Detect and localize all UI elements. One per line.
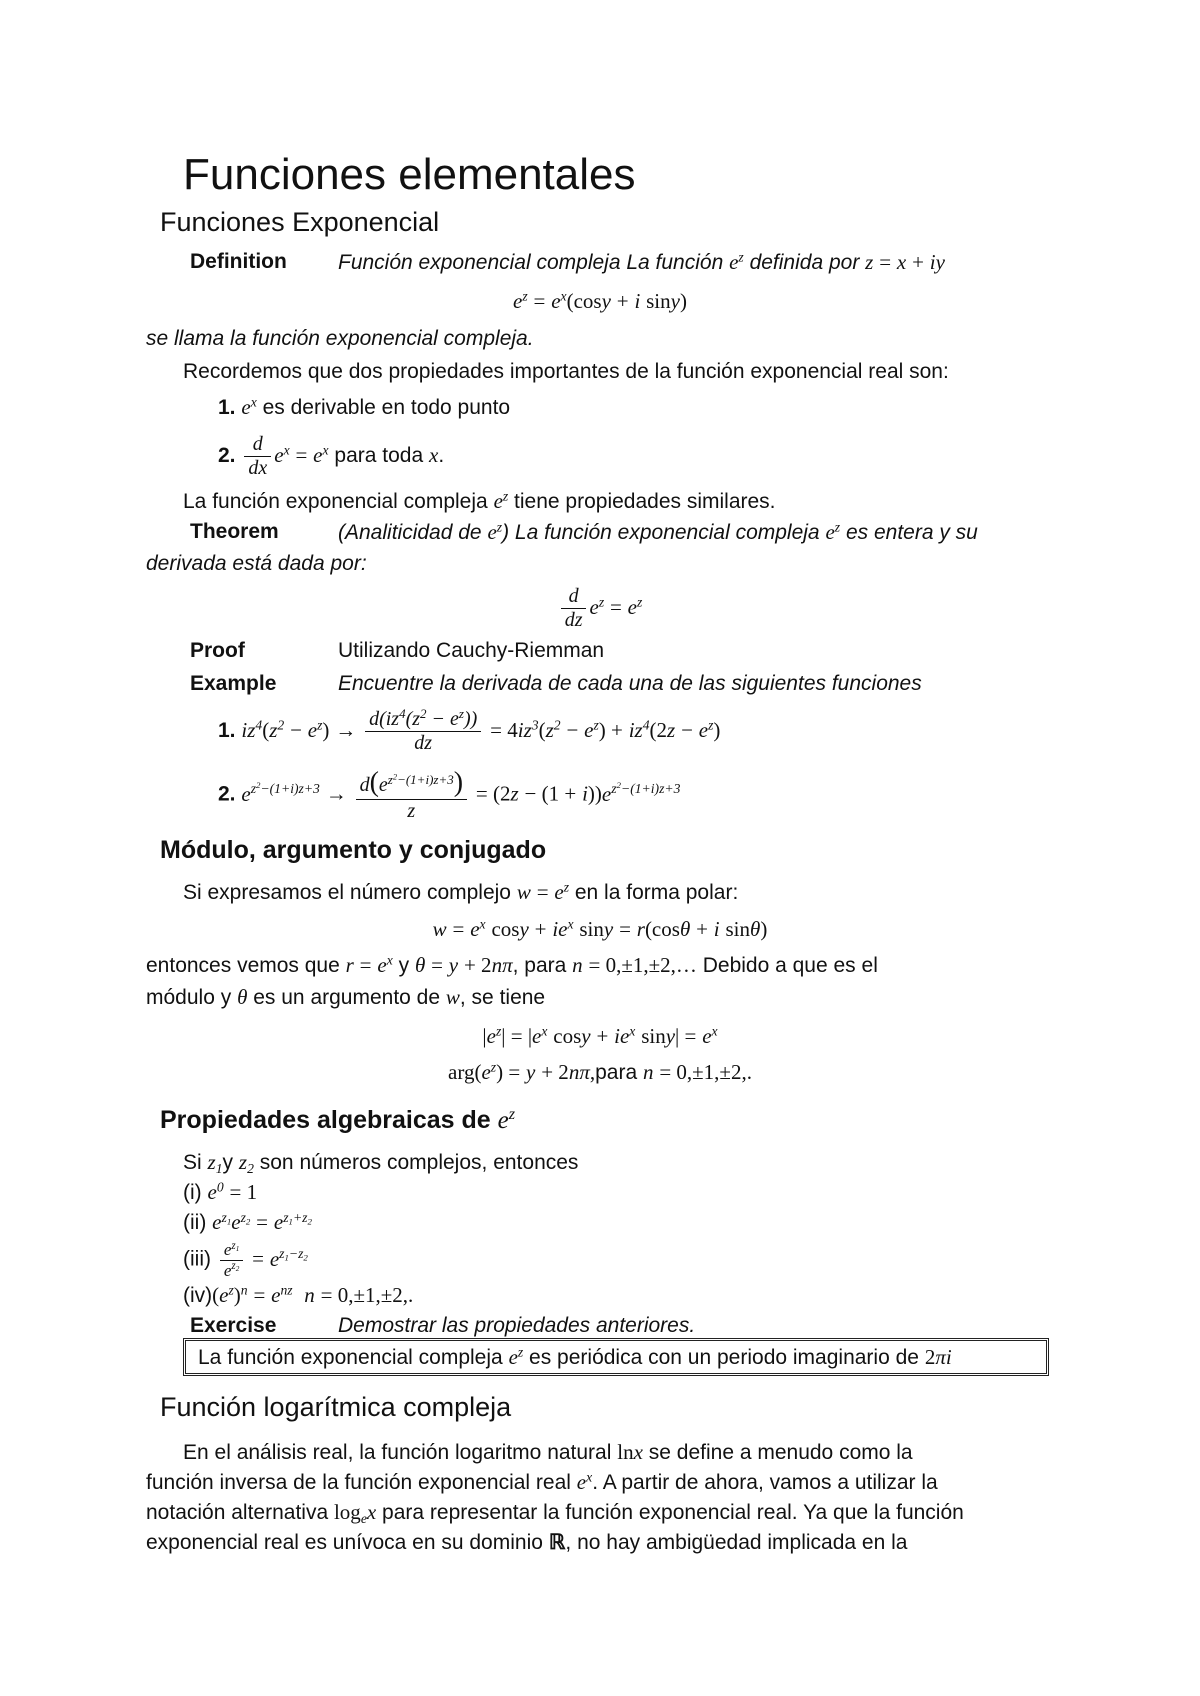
log-p4-b: , no hay ambigüedad implicada en la <box>565 1531 908 1554</box>
log-p1-b: se define a menudo como la <box>648 1441 913 1464</box>
modulo-line2-a: módulo y <box>146 986 232 1009</box>
exercise-label: Exercise <box>190 1314 277 1337</box>
similar-text: La función exponencial compleja $e^z$ tiene propiedades similares. <box>183 488 776 513</box>
theorem-label-wrap <box>190 520 279 544</box>
property-iv-label: (iv) <box>183 1284 213 1307</box>
log-paragraph-line1: En el análisis real, la función logaritmo natural lnx se define a menudo como la <box>183 1440 913 1464</box>
page-title: Funciones elementales <box>183 150 636 199</box>
log-paragraph-line3: notación alternativa $\log_ex$ para representar la función exponencial real. Ya que la función <box>146 1500 964 1527</box>
list-item-2-text: para toda <box>334 444 424 468</box>
log-p3-a: notación alternativa <box>146 1501 329 1524</box>
property-iii: (iii) $\frac{e^{z_1}}{e^{z_2}}$ = $e^{z_1-z_2}$ <box>183 1239 308 1280</box>
property-i: (i) $e^0 = 1$ <box>183 1179 258 1204</box>
section-heading-modulo: Módulo, argumento y conjugado <box>160 836 547 864</box>
log-p3-b: para representar la función exponencial real. Ya que la función <box>382 1501 964 1524</box>
definition-text: Función exponencial compleja La función $e^z$ definida por z = x + iy <box>338 249 945 274</box>
propiedades-intro-a: Si <box>183 1151 202 1174</box>
log-paragraph-line4: exponencial real es unívoca en su dominio ℝ, no hay ambigüedad implicada en la <box>146 1530 908 1554</box>
modulo-intro-a: Si expresamos el número complejo <box>183 881 511 904</box>
log-p2-a: función inversa de la función exponencial real <box>146 1471 571 1494</box>
property-i-label: (i) <box>183 1181 202 1204</box>
list-item-2: 2. $\frac{d}{dx}$ $e^x = e^x$ para toda x. <box>218 433 445 479</box>
proof-label: Proof <box>190 639 245 662</box>
list-item-1: 1. $e^x$ es derivable en todo punto <box>218 394 511 419</box>
theorem-text: (Analiticidad de $e^z$) La función exponencial compleja $e^z$ es entera y su <box>338 519 978 544</box>
example-label: Example <box>190 672 277 695</box>
modulo-line1-c: , para <box>512 954 567 977</box>
property-iii-label: (iii) <box>183 1247 211 1271</box>
proof-text: Utilizando Cauchy-Riemman <box>338 639 605 662</box>
similar-text-b: tiene propiedades similares. <box>514 490 776 513</box>
example-label-wrap <box>190 672 276 696</box>
example-item-1-number: 1. <box>218 719 236 743</box>
recall-text: Recordemos que dos propiedades importantes de la función exponencial real son: <box>183 360 949 383</box>
list-item-2-number: 2. <box>218 444 236 468</box>
argument-formula: $arg(e^z) = y$ + 2nπ,para n = 0,±1,±2,. <box>448 1059 752 1084</box>
theorem-text-c: es entera y su <box>845 521 978 544</box>
example-item-1: 1. $iz^4(z^2 - e^z)$ → $\frac{d(iz^4(z^2 - e^z))}{dz}$ = $4iz^3(z^2 - e^z) + iz^4(2z - e^z)$ <box>218 705 721 754</box>
modulo-line2-c: , se tiene <box>459 986 546 1009</box>
definition-text-b: definida por <box>749 251 860 274</box>
theorem-label: Theorem <box>190 520 279 543</box>
modulo-line2-b: es un argumento de <box>253 986 441 1009</box>
theorem-text-a: (Analiticidad de <box>338 521 482 544</box>
periodicity-box-b: es periódica con un periodo imaginario de <box>529 1346 919 1369</box>
example-item-2: 2. $e^{z^2-(1+i)z+3}$ → $\frac{d(e^{z^2-(1+i)z+3})}{z}$ = $(2z - (1 + i))e^{z^2-(1+i)z+3}$ <box>218 767 681 823</box>
definition-after: se llama la función exponencial compleja. <box>146 327 534 350</box>
log-paragraph-line2: función inversa de la función exponencial real $e^x$. A partir de ahora, vamos a utilizar la <box>146 1469 938 1494</box>
section-heading-logaritmica: Función logarítmica compleja <box>160 1392 512 1422</box>
proof-label-wrap <box>190 639 245 663</box>
modulo-line1: entonces vemos que $r = e^x$ y θ = y + 2nπ, para n = 0,±1,±2,… Debido a que es el <box>146 952 878 977</box>
theorem-text-b: ) La función exponencial compleja <box>502 521 820 544</box>
theorem-text-d: derivada está dada por: <box>146 552 367 575</box>
property-ii-label: (ii) <box>183 1211 207 1234</box>
property-ii: (ii) $e^{z_1}e^{z_2} = e^{z_1+z_2}$ <box>183 1209 312 1234</box>
propiedades-intro: Si $z_1y$ $z_2$ son números complejos, entonces <box>183 1150 579 1177</box>
log-p1-a: En el análisis real, la función logaritmo natural <box>183 1441 612 1464</box>
log-p2-b: . A partir de ahora, vamos a utilizar la <box>592 1471 938 1494</box>
polar-formula: $w = e^x$ $\cos y + ie^x$ siny = r(cosθ + i sinθ) <box>432 916 768 941</box>
example-item-2-number: 2. <box>218 782 236 806</box>
list-item-1-number: 1. <box>218 396 236 419</box>
modulo-line2: módulo y θ es un argumento de w, se tiene <box>146 985 546 1009</box>
definition-formula: $e^z = e^x(\cos y + i$ siny) <box>513 288 687 313</box>
argument-para: para <box>595 1061 638 1084</box>
modulus-formula: $|e^z| = |e^x$ $\cos y + ie^x$ $\sin y| = e^x$ <box>482 1023 718 1048</box>
section-heading-propiedades: Propiedades algebraicas de $e^z$ <box>160 1105 516 1134</box>
modulo-line1-a: entonces vemos que <box>146 954 340 977</box>
periodicity-box-a: La función exponencial compleja <box>198 1346 503 1369</box>
propiedades-intro-b: y <box>222 1151 234 1174</box>
similar-text-a: La función exponencial compleja <box>183 490 488 513</box>
propiedades-intro-c: son números complejos, entonces <box>259 1151 579 1174</box>
section-heading-exponencial: Funciones Exponencial <box>160 207 440 237</box>
modulo-intro: Si expresamos el número complejo $w = e^z$ en la forma polar: <box>183 879 739 904</box>
definition-label: Definition <box>190 250 287 273</box>
propiedades-heading-text: Propiedades algebraicas de <box>160 1106 491 1134</box>
definition-text-a: Función exponencial compleja La función <box>338 251 724 274</box>
modulo-intro-b: en la forma polar: <box>574 881 739 904</box>
list-item-1-text: es derivable en todo punto <box>262 396 511 419</box>
modulo-line1-b: y <box>398 954 410 977</box>
theorem-formula: $\frac{d}{dz}$ $e^z = e^z$ <box>0 585 1200 632</box>
exercise-label-wrap <box>190 1314 276 1338</box>
example-text: Encuentre la derivada de cada una de las siguientes funciones <box>338 672 922 695</box>
exercise-text: Demostrar las propiedades anteriores. <box>338 1314 696 1337</box>
periodicity-box: La función exponencial compleja $e^z$ es periódica con un periodo imaginario de 2πi <box>183 1338 1049 1376</box>
property-iv: $(iv)(e^z)^n = e^{nz}$ n = 0,±1,±2,. <box>183 1282 414 1307</box>
modulo-line1-d: Debido a que es el <box>702 954 878 977</box>
definition-block <box>190 250 287 274</box>
log-p4-a: exponencial real es unívoca en su dominio <box>146 1531 543 1554</box>
